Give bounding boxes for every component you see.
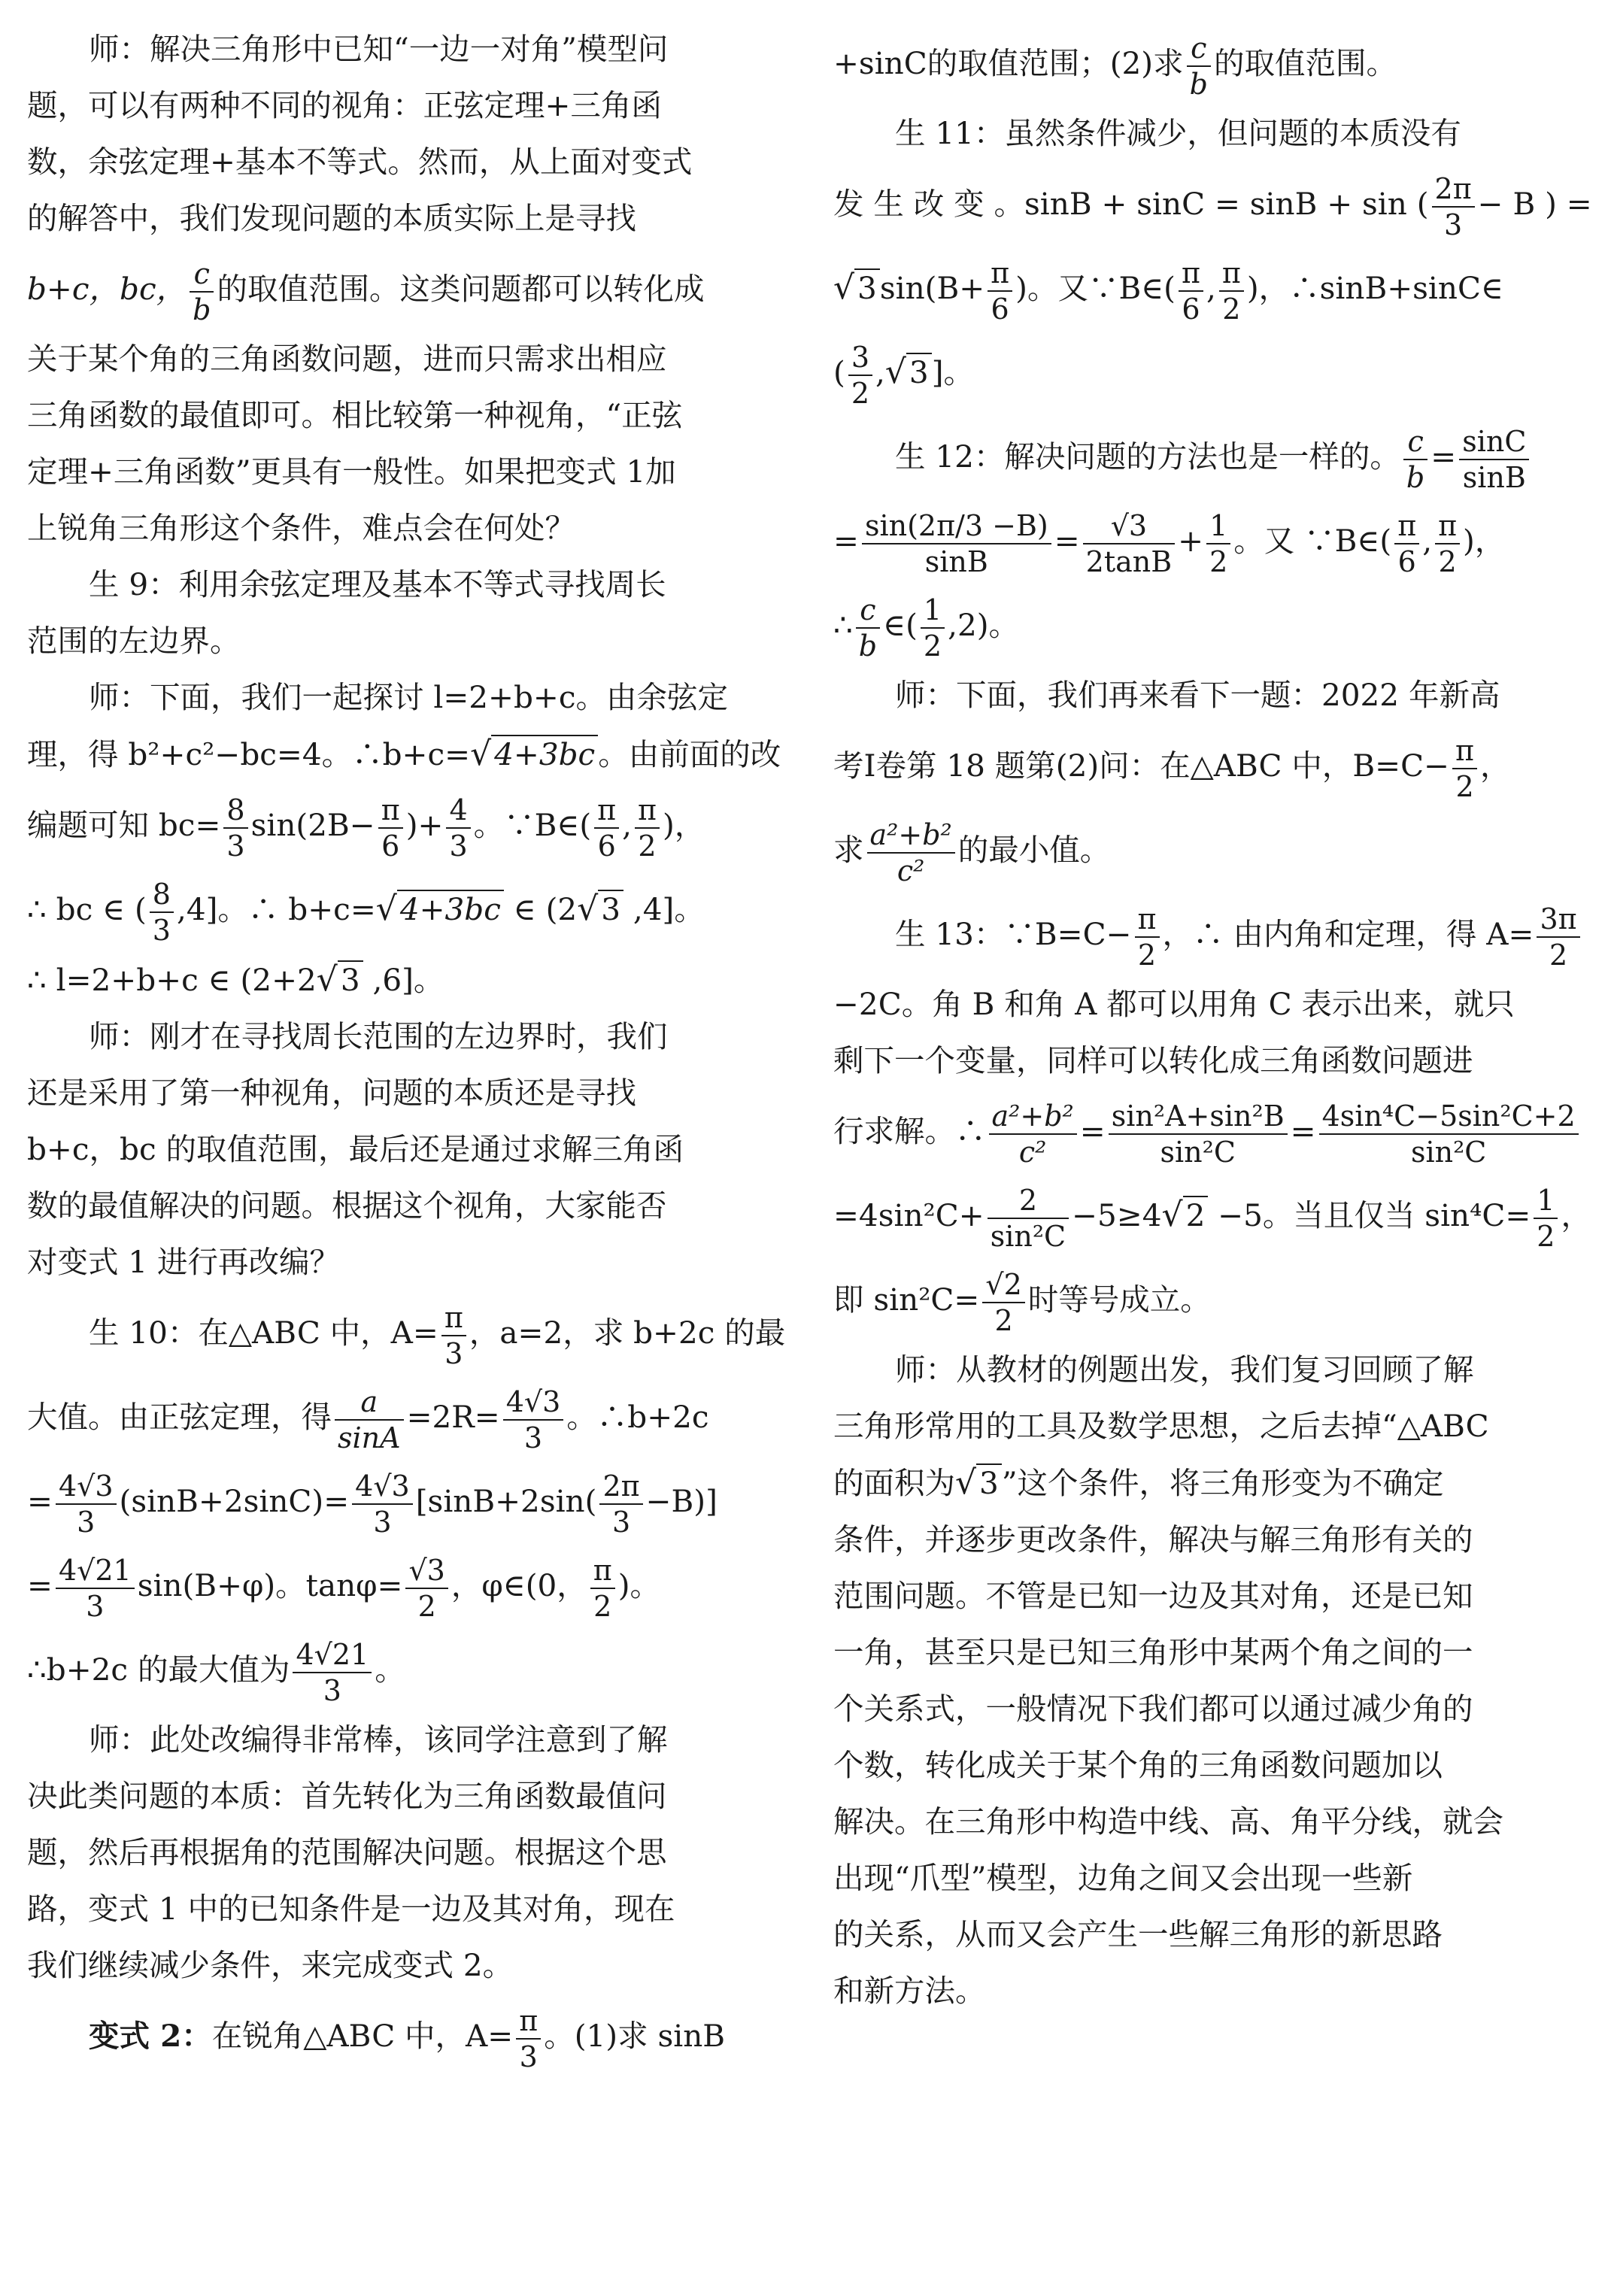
math-line: = $\frac{\sin(2\pi/3 -B)}{\sin B}$ = $\frac{√3}{2\tan B}$ + $\frac{1}{2}$ 。又 ∵B∈( $\frac{\pi}{6}$ , $\frac{\pi}{2}$ )， <box>833 508 1506 578</box>
text-line: 解决。在三角形中构造中线、高、角平分线，就会 <box>833 1803 1503 1840</box>
text-line: 一角，甚至只是已知三角形中某两个角之间的一 <box>833 1634 1473 1670</box>
text-line: 个关系式，一般情况下我们都可以通过减少角的 <box>833 1691 1473 1727</box>
text-line: 我们继续减少条件，来完成变式 2。 <box>27 1947 514 1983</box>
text-line: 出现“爪型”模型，边角之间又会出现一些新 <box>833 1860 1413 1896</box>
text-line: 和新方法。 <box>833 1973 986 2009</box>
text-line: 三角函数的最值即可。相比较第一种视角，“正弦 <box>27 397 683 433</box>
math-line: ( $\frac{3}{2}$ ,√3]。 <box>833 340 975 410</box>
math-line: b+c，bc， $\frac{c}{b}$ 的取值范围。这类问题都可以转化成 <box>27 256 705 326</box>
right-column <box>833 21 1592 2019</box>
text-line: 生 11：虽然条件减少，但问题的本质没有 <box>895 115 1461 151</box>
text-line: 个数，转化成关于某个角的三角函数问题加以 <box>833 1747 1443 1783</box>
text-line: 剩下一个变量，同样可以转化成三角函数问题进 <box>833 1042 1473 1078</box>
text-line: 题，然后再根据角的范围解决问题。根据这个思 <box>27 1834 667 1870</box>
text-line: 数的最值解决的问题。根据这个视角，大家能否 <box>27 1187 667 1224</box>
math-line: 生 13：∵B=C− $\frac{\pi}{2}$ ，∴ 由内角和定理，得 A= $\frac{3\pi}{2}$ <box>833 892 1585 976</box>
math-line: = $\frac{4√21}{3}$ sin(B+φ)。tanφ= $\frac{√3}{2}$ ，φ∈(0， $\frac{\pi}{2}$ )。 <box>27 1553 661 1623</box>
text-line: b+c，bc 的取值范围，最后还是通过求解三角函 <box>27 1131 684 1167</box>
text-line: 的关系，从而又会产生一些解三角形的新思路 <box>833 1916 1443 1952</box>
math-line: 即 sin²C= $\frac{√2}{2}$ 时等号成立。 <box>833 1267 1211 1337</box>
text-line: 范围问题。不管是已知一边及其对角，还是已知 <box>833 1578 1473 1614</box>
math-line: 发 生 改 变 。sinB + sinC = sinB + sin ( $\frac{2\pi}{3}$ − B ) = <box>833 171 1592 241</box>
math-line: 生 10：在△ABC 中，A= $\frac{\pi}{3}$ ，a=2，求 b+2c 的最 <box>89 1300 786 1370</box>
math-line: √3sin(B+ $\frac{\pi}{6}$ )。又∵B∈( $\frac{\pi}{6}$ , $\frac{\pi}{2}$ )，∴sinB+sinC∈ <box>833 256 1503 326</box>
text-line: 上锐角三角形这个条件，难点会在何处？ <box>27 510 575 546</box>
math-line: ∴b+2c 的最大值为 $\frac{4√21}{3}$ 。 <box>27 1637 405 1707</box>
text-line: 师：下面，我们一起探讨 l=2+b+c。由余弦定 <box>89 679 729 715</box>
text-line: 生 9：利用余弦定理及基本不等式寻找周长 <box>89 566 666 602</box>
math-line: 生 12：解决问题的方法也是一样的。 $\frac{c}{b}$ = $\frac{\sin C}{\sin B}$ <box>833 414 1585 499</box>
sqrt: √4+3bc <box>470 726 598 783</box>
text-line: 师：下面，我们再来看下一题：2022 年新高 <box>895 677 1500 713</box>
text-line: 数，余弦定理+基本不等式。然而，从上面对变式 <box>27 144 693 180</box>
math-line: 考Ⅰ卷第 18 题第(2)问：在△ABC 中，B=C− $\frac{\pi}{2}$ ， <box>833 733 1511 803</box>
text-line: 师：解决三角形中已知“一边一对角”模型问 <box>89 31 669 67</box>
math-line: 理，得 b²+c²−bc=4。∴b+c=√4+3bc。由前面的改 <box>27 726 779 783</box>
text-line: 师：此处改编得非常棒，该同学注意到了解 <box>89 1721 668 1758</box>
text-line: 范围的左边界。 <box>27 623 241 659</box>
text-line: 的解答中，我们发现问题的本质实际上是寻找 <box>27 200 636 236</box>
math-line: 求 $\frac{\text{a²+b²}}{\text{c²}}$ 的最小值。 <box>833 817 1111 887</box>
text-line: 决此类问题的本质：首先转化为三角函数最值问 <box>27 1778 667 1814</box>
text-line: 题，可以有两种不同的视角：正弦定理+三角函 <box>27 87 662 123</box>
variant-label: 变式 2： <box>89 2018 212 2054</box>
text-line: −2C。角 B 和角 A 都可以用角 C 表示出来，就只 <box>833 986 1515 1022</box>
math-line: =4sin²C+ $\frac{2}{\text{sin²C}}$ −5≥4√2 −5。当且仅当 sin⁴C= $\frac{1}{2}$ ， <box>833 1183 1591 1253</box>
math-line: ∴ $\frac{c}{b}$ ∈( $\frac{1}{2}$ ,2)。 <box>833 593 1020 663</box>
text-line: 三角形常用的工具及数学思想，之后去掉“△ABC <box>833 1408 1489 1444</box>
math-line: = $\frac{4√3}{3}$ (sinB+2sinC)= $\frac{4√3}{3}$ [sinB+2sin( $\frac{2\pi}{3}$ −B)] <box>27 1469 718 1539</box>
math-line: 行求解。∴ $\frac{\text{a²+b²}}{\text{c²}}$ = $\frac{\text{sin²A+sin²B}}{\text{sin²C}}$ = $\frac{\text{4sin⁴C−5sin²C+2}}{\text{sin²C}}$ <box>833 1089 1585 1173</box>
text-line: 关于某个角的三角函数问题，进而只需求出相应 <box>27 341 667 377</box>
math-line: 的面积为√3”这个条件，将三角形变为不确定 <box>833 1463 1444 1502</box>
text-line: 师：从教材的例题出发，我们复习回顾了解 <box>895 1351 1474 1388</box>
fraction: $\frac{c}{b}$ <box>190 256 214 327</box>
math-line: 大值。由正弦定理，得 $\frac{a}{\sin A}$ =2R= $\frac{4√3}{3}$ 。∴b+2c <box>27 1385 709 1454</box>
math-line: 变式 2：在锐角△ABC 中，A= $\frac{\pi}{3}$ 。(1)求 sinB <box>89 2003 726 2073</box>
text-line: 路，变式 1 中的已知条件是一边及其对角，现在 <box>27 1891 675 1927</box>
math-line: 编题可知 bc= $\frac{8}{3}$ sin(2B− $\frac{\pi}{6}$ )+ $\frac{4}{3}$ 。∵B∈( $\frac{\pi}{6}$ , $\frac{\pi}{2}$ )， <box>27 793 705 863</box>
math-line: +sinC的取值范围；(2)求 $\frac{c}{b}$ 的取值范围。 <box>833 31 1397 101</box>
math-line: ∴ bc ∈ ( $\frac{8}{3}$ ,4]。∴ b+c=√4+3bc ∈ (2√3 ,4]。 <box>27 877 705 947</box>
text-line: 还是采用了第一种视角，问题的本质还是寻找 <box>27 1075 636 1111</box>
math-line: ∴ l=2+b+c ∈ (2+2√3 ,6]。 <box>27 960 444 999</box>
text-line: 定理+三角函数”更具有一般性。如果把变式 1加 <box>27 453 676 490</box>
left-column <box>27 21 786 2078</box>
text-line: 师：刚才在寻找周长范围的左边界时，我们 <box>89 1018 668 1054</box>
text-line: 条件，并逐步更改条件，解决与解三角形有关的 <box>833 1521 1473 1557</box>
text-line: 对变式 1 进行再改编？ <box>27 1244 341 1280</box>
